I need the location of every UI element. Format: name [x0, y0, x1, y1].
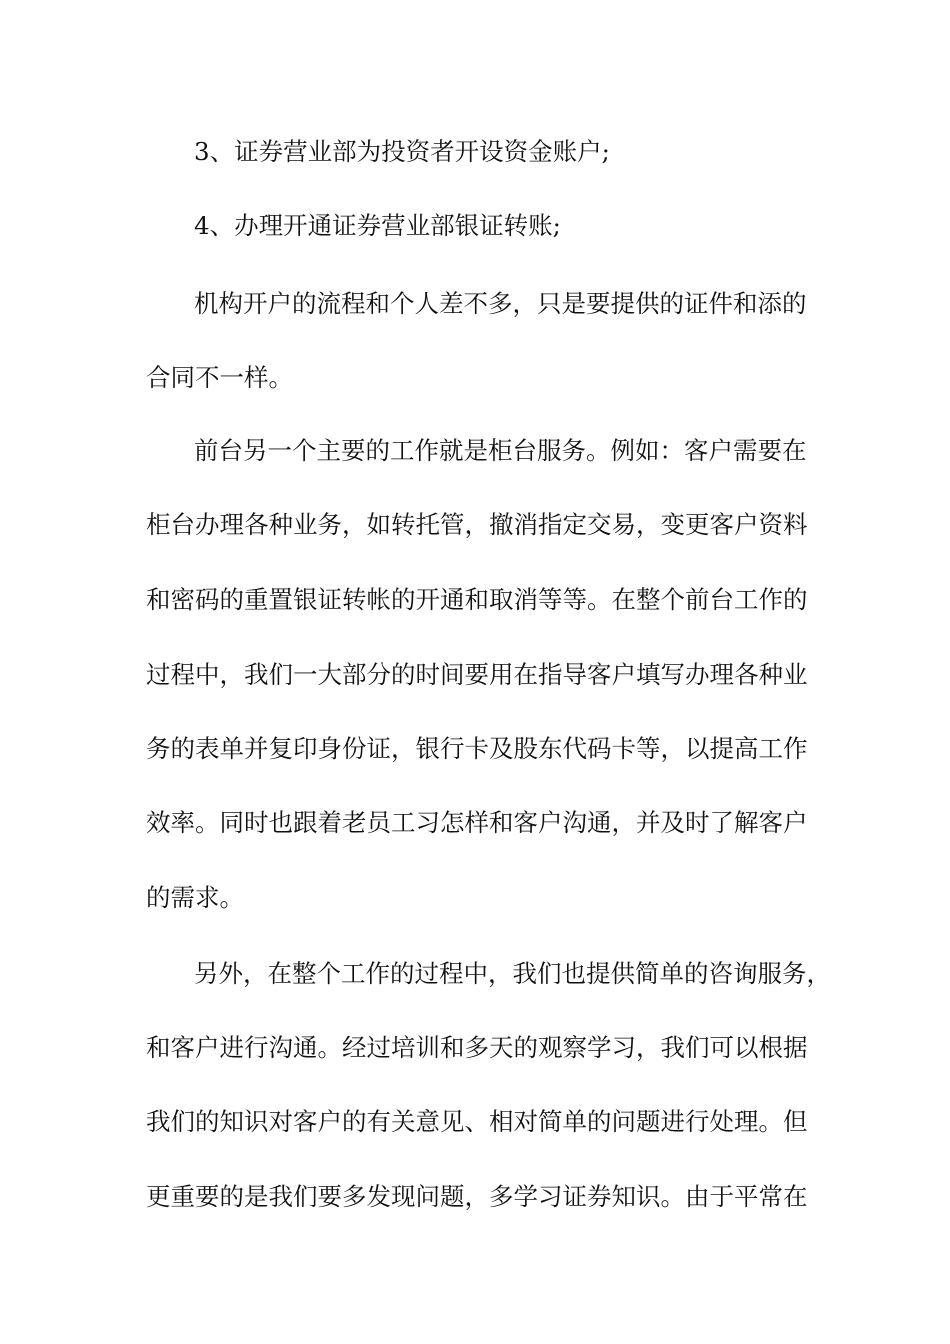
- paragraph-counter-line-6: 效率。同时也跟着老员工习怎样和客户沟通，并及时了解客户: [146, 808, 808, 837]
- paragraph-counter-line-4: 过程中，我们一大部分的时间要用在指导客户填写办理各种业: [146, 660, 808, 689]
- paragraph-counter-line-3: 和密码的重置银证转帐的开通和取消等等。在整个前台工作的: [146, 585, 808, 614]
- list-item-4: 4、办理开通证券营业部银证转账;: [194, 211, 561, 240]
- paragraph-counter-line-1: 前台另一个主要的工作就是柜台服务。例如：客户需要在: [194, 436, 807, 465]
- paragraph-counter-line-2: 柜台办理各种业务，如转托管，撤消指定交易，变更客户资料: [146, 510, 808, 539]
- paragraph-counter-line-5: 务的表单并复印身份证，银行卡及股东代码卡等，以提高工作: [146, 734, 808, 763]
- paragraph-counter-line-7: 的需求。: [146, 883, 244, 912]
- paragraph-consulting-line-4: 更重要的是我们要多发现问题，多学习证券知识。由于平常在: [146, 1182, 808, 1211]
- paragraph-consulting-line-1: 另外，在整个工作的过程中，我们也提供简单的咨询服务，: [194, 959, 831, 988]
- paragraph-consulting-line-3: 我们的知识对客户的有关意见、相对简单的问题进行处理。但: [146, 1107, 808, 1136]
- paragraph-institution-line-2: 合同不一样。: [146, 363, 293, 392]
- list-item-3: 3、证券营业部为投资者开设资金账户;: [194, 137, 610, 166]
- paragraph-consulting-line-2: 和客户进行沟通。经过培训和多天的观察学习，我们可以根据: [146, 1033, 808, 1062]
- paragraph-institution-line-1: 机构开户的流程和个人差不多，只是要提供的证件和添的: [194, 289, 807, 318]
